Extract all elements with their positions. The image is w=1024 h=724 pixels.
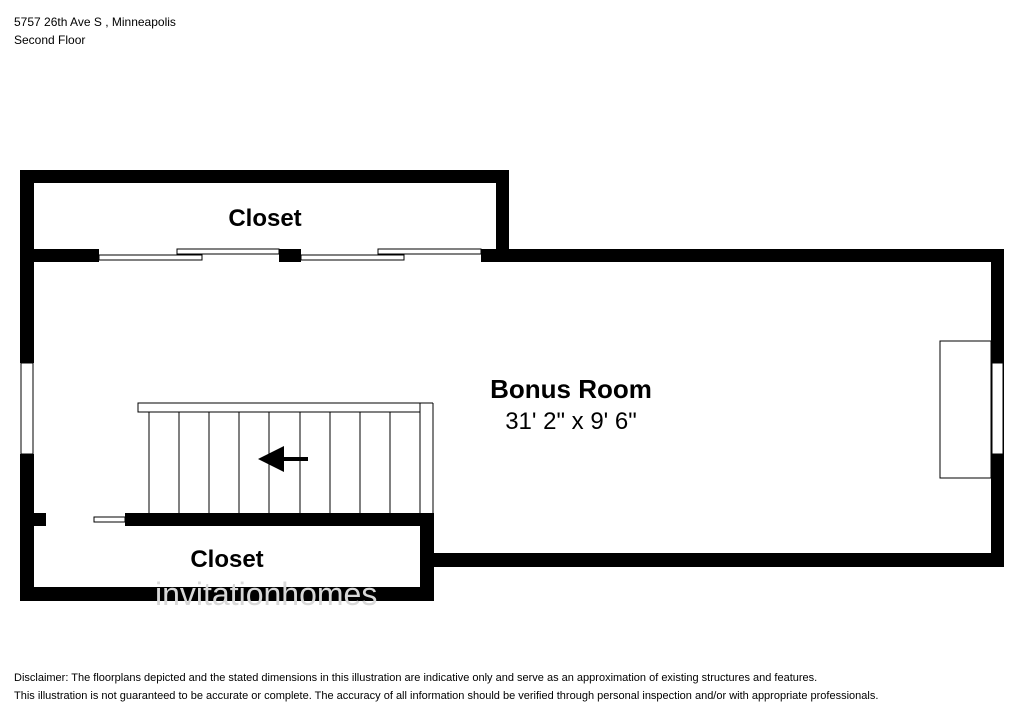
wall xyxy=(125,513,434,526)
built-in-cabinet xyxy=(940,341,991,478)
sliding-door-panel xyxy=(378,249,481,254)
watermark: invitationhomes xyxy=(155,576,378,612)
room-name-closet-top: Closet xyxy=(228,205,302,232)
disclaimer-line-1: Disclaimer: The floorplans depicted and the stated dimensions in this illustration are indicative only and serve as an approximation of existing structures and features. xyxy=(14,672,818,684)
sliding-door-panel xyxy=(177,249,279,254)
window-right xyxy=(992,363,1003,454)
wall xyxy=(34,513,46,526)
window-left xyxy=(21,363,33,454)
stair-rail xyxy=(138,403,420,412)
disclaimer-line-2: This illustration is not guaranteed to be accurate or complete. The accuracy of all information should be verified through personal inspection and/or with appropriate professionals. xyxy=(14,690,879,702)
room-name-bonus-room: Bonus Room xyxy=(490,374,652,404)
wall xyxy=(20,454,34,601)
wall xyxy=(279,249,301,262)
wall xyxy=(20,170,509,183)
floor-label: Second Floor xyxy=(14,33,86,47)
wall xyxy=(496,249,1004,262)
wall xyxy=(496,170,509,262)
property-address: 5757 26th Ave S , Minneapolis xyxy=(14,15,176,29)
room-name-closet-bottom: Closet xyxy=(190,546,264,573)
closet-door xyxy=(94,517,125,522)
sliding-door-panel xyxy=(99,255,202,260)
sliding-door-panel xyxy=(301,255,404,260)
room-dimensions-bonus-room: 31' 2" x 9' 6" xyxy=(505,408,637,435)
wall xyxy=(20,249,34,363)
wall xyxy=(420,553,1004,567)
